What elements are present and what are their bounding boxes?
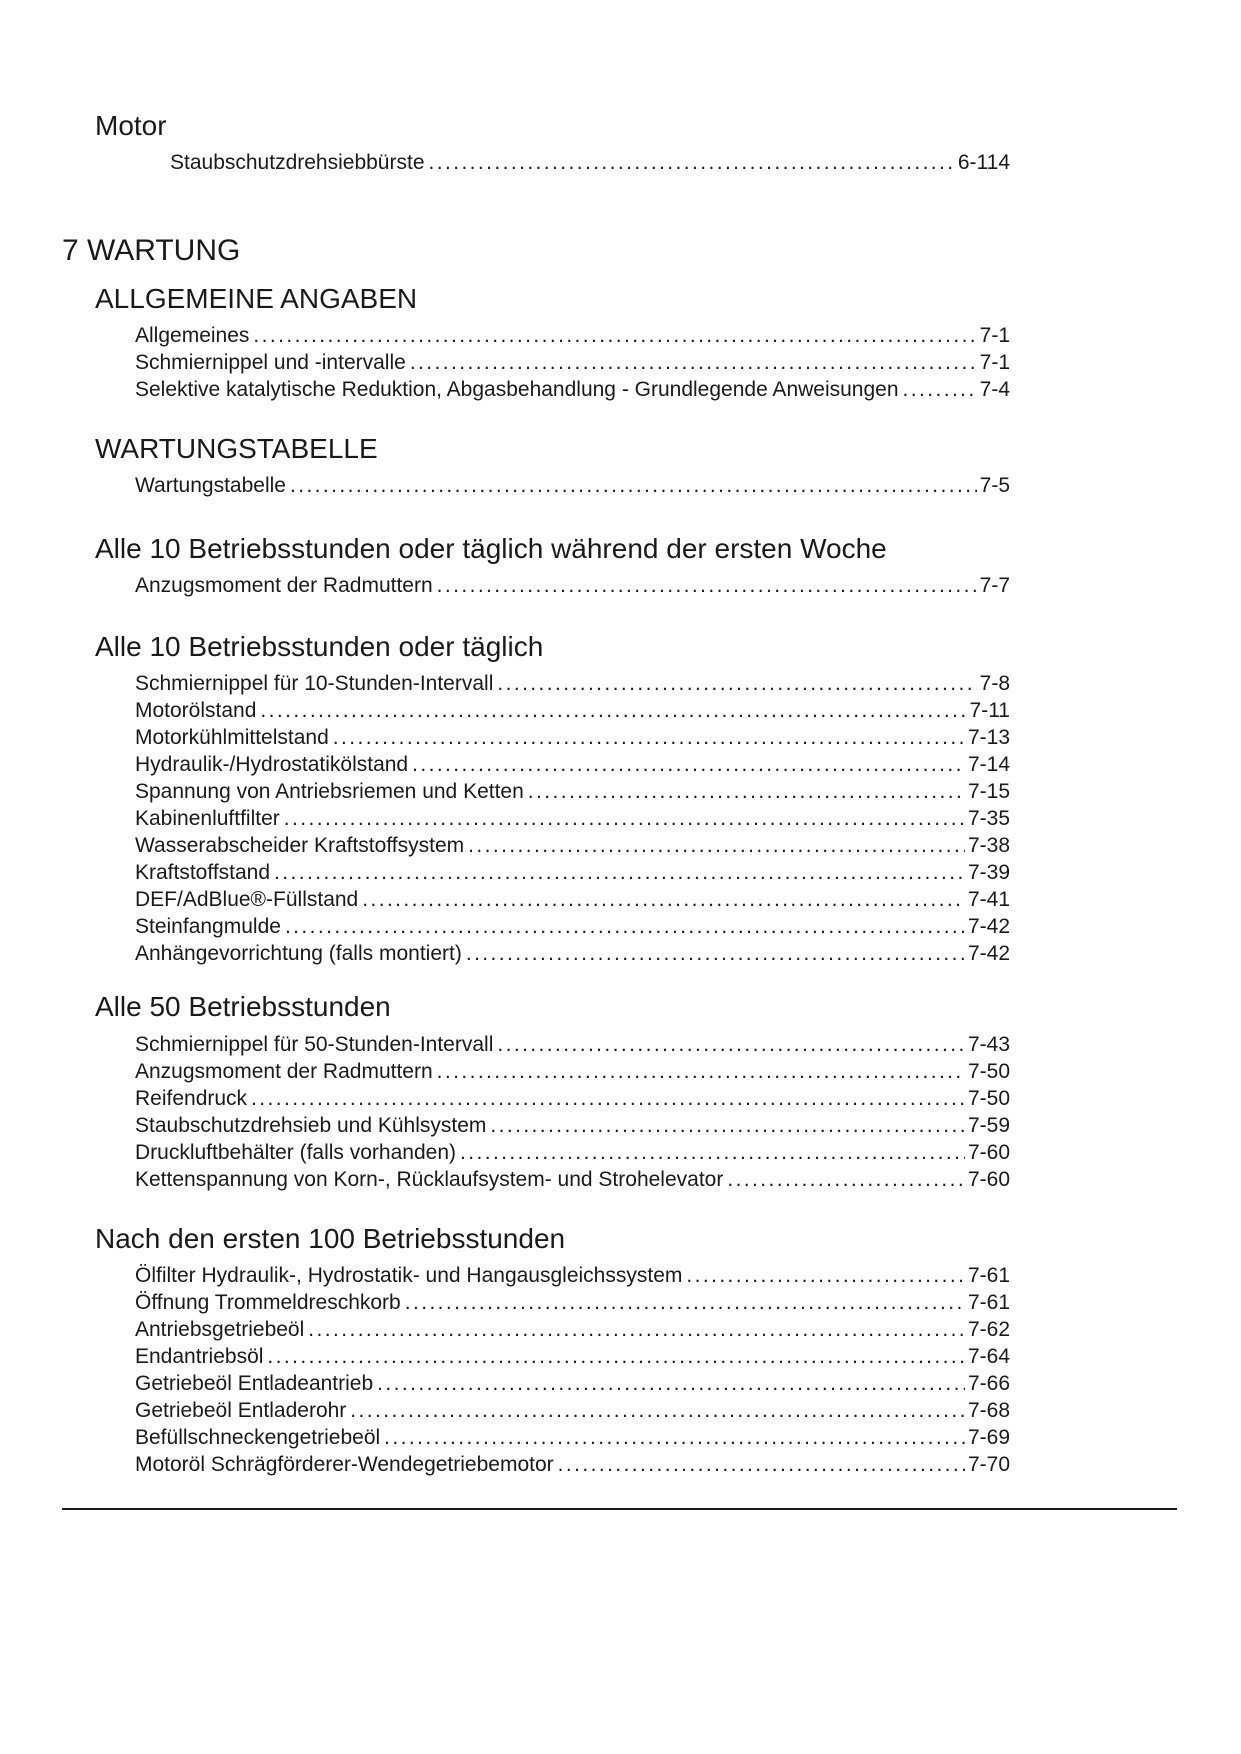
toc-entry [135,859,1010,886]
toc-entry [135,1166,1010,1193]
toc-entry-page: 7-35 [967,807,1010,831]
toc-entry-page: 7-60 [967,1140,1010,1164]
toc-entry [135,1451,1010,1478]
toc-leader-dots [384,1424,965,1451]
toc-leader-dots [497,670,976,697]
toc-entry [135,1139,1010,1166]
toc-entry-page: 6-114 [957,151,1010,175]
toc-entry-title: Getriebeöl Entladeantrieb [135,1371,374,1395]
toc-entry [135,886,1010,913]
toc-entry [135,1058,1010,1085]
toc-entry [135,322,1010,349]
toc-entry [135,349,1010,376]
toc-entry-title: Befüllschneckengetriebeöl [135,1425,381,1449]
toc-leader-dots [350,1397,965,1424]
toc-entry-page: 7-13 [967,726,1010,750]
toc-entry-title: Kettenspannung von Korn-, Rücklaufsystem- und Strohelevator [135,1167,724,1191]
toc-entry-title: Motorkühlmittelstand [135,726,329,750]
toc-section-heading: Alle 10 Betriebsstunden oder täglich während der ersten Woche [95,533,887,565]
toc-section-heading: WARTUNGSTABELLE [95,432,378,464]
toc-section-heading: Alle 10 Betriebsstunden oder täglich [95,631,544,663]
toc-entry-page: 7-8 [979,672,1010,696]
toc-entry-title: Öffnung Trommeldreschkorb [135,1290,401,1314]
toc-entry [135,1289,1010,1316]
toc-entry-title: Staubschutzdrehsiebbürste [170,151,425,175]
toc-entry-title: Reifendruck [135,1086,248,1110]
toc-leader-dots [686,1262,965,1289]
toc-leader-dots [437,572,977,599]
toc-entry-title: Schmiernippel für 50-Stunden-Intervall [135,1032,494,1056]
toc-section-alle-50 [0,991,1241,1192]
toc-entry-title: Ölfilter Hydraulik-, Hydrostatik- und Hangausgleichssystem [135,1263,683,1287]
toc-entry-title: Selektive katalytische Reduktion, Abgasbehandlung - Grundlegende Anweisungen [135,377,899,401]
toc-leader-dots [274,859,965,886]
toc-entry [135,724,1010,751]
toc-entry-page: 7-68 [967,1398,1010,1422]
toc-entry-title: Endantriebsöl [135,1344,264,1368]
toc-entry-title: Schmiernippel und -intervalle [135,350,406,374]
toc-entry-page: 7-70 [967,1452,1010,1476]
toc-entry-page: 7-39 [967,861,1010,885]
toc-leader-dots [410,349,977,376]
toc-leader-dots [466,940,965,967]
toc-entry-page: 7-43 [967,1032,1010,1056]
toc-leader-dots [412,751,965,778]
toc-entry-page: 7-61 [967,1263,1010,1287]
toc-entry-page: 7-66 [967,1371,1010,1395]
toc-leader-dots [253,322,976,349]
toc-entry-page: 7-1 [979,323,1010,347]
toc-entry [135,1397,1010,1424]
toc-entry-title: Getriebeöl Entladerohr [135,1398,347,1422]
toc-entry-page: 7-42 [967,915,1010,939]
toc-section-alle-10 [0,631,1241,967]
toc-entry-page: 7-38 [967,834,1010,858]
toc-entry [135,832,1010,859]
toc-entry-title: Druckluftbehälter (falls vorhanden) [135,1140,456,1164]
toc-entry [135,697,1010,724]
toc-entry [135,572,1010,599]
toc-entry-page: 7-61 [967,1290,1010,1314]
toc-entry-title: Anzugsmoment der Radmuttern [135,574,433,598]
toc-entry-page: 7-41 [967,888,1010,912]
toc-sections [0,110,1241,1478]
toc-entry [135,1031,1010,1058]
toc-leader-dots [727,1166,965,1193]
toc-entry [135,670,1010,697]
toc-entry-title: Motorölstand [135,699,257,723]
toc-leader-dots [290,472,977,499]
toc-section-heading: Nach den ersten 100 Betriebsstunden [95,1222,566,1254]
toc-entry-page: 7-1 [979,350,1010,374]
toc-section-allgemeine-angaben [0,283,1241,403]
toc-entry-page: 7-60 [967,1167,1010,1191]
toc-entry [135,1424,1010,1451]
toc-entry-title: Anhängevorrichtung (falls montiert) [135,942,462,966]
toc-leader-dots [308,1316,965,1343]
toc-entry-page: 7-64 [967,1344,1010,1368]
toc-leader-dots [362,886,965,913]
toc-entry-page: 7-42 [967,942,1010,966]
toc-entry-page: 7-7 [979,574,1010,598]
toc-entry-title: Wartungstabelle [135,474,286,498]
toc-leader-dots [528,778,965,805]
toc-entry-page: 7-59 [967,1113,1010,1137]
toc-entry-page: 7-50 [967,1059,1010,1083]
toc-entry [135,1370,1010,1397]
toc-section-alle-10-woche [0,533,1241,599]
footer-rule [62,1508,1177,1510]
toc-section-wartung [0,234,1241,269]
toc-leader-dots [377,1370,965,1397]
toc-entry-title: Spannung von Antriebsriemen und Ketten [135,780,524,804]
toc-leader-dots [285,913,965,940]
toc-entry [135,778,1010,805]
toc-entry [135,913,1010,940]
toc-section-heading: 7 WARTUNG [62,234,241,268]
toc-section-wartungstabelle [0,433,1241,499]
toc-leader-dots [497,1031,965,1058]
toc-entry [135,1262,1010,1289]
toc-entry [135,1316,1010,1343]
toc-entry-page: 7-4 [979,377,1010,401]
toc-entry-title: Motoröl Schrägförderer-Wendegetriebemotor [135,1452,554,1476]
toc-entry [135,376,1010,403]
toc-entry [135,472,1010,499]
toc-entry-title: Anzugsmoment der Radmuttern [135,1059,433,1083]
toc-entry-page: 7-5 [979,474,1010,498]
toc-entry-title: Steinfangmulde [135,915,281,939]
toc-leader-dots [267,1343,965,1370]
toc-entry-title: Staubschutzdrehsieb und Kühlsystem [135,1113,487,1137]
toc-entry-title: Schmiernippel für 10-Stunden-Intervall [135,672,494,696]
toc-entry-page: 7-15 [967,780,1010,804]
toc-leader-dots [468,832,965,859]
toc-leader-dots [437,1058,965,1085]
toc-leader-dots [558,1451,965,1478]
toc-entry-title: Kraftstoffstand [135,861,271,885]
toc-leader-dots [460,1139,965,1166]
toc-entry-title: Allgemeines [135,323,250,347]
toc-leader-dots [903,376,977,403]
toc-entry [135,1343,1010,1370]
toc-entry-page: 7-69 [967,1425,1010,1449]
toc-leader-dots [429,149,955,176]
toc-leader-dots [405,1289,965,1316]
toc-entry-title: Antriebsgetriebeöl [135,1317,305,1341]
toc-section-heading: Motor [95,110,167,141]
toc-entry-title: Hydraulik-/Hydrostatikölstand [135,753,409,777]
toc-entry [170,149,1010,176]
toc-entry-title: DEF/AdBlue®-Füllstand [135,888,359,912]
toc-entry-page: 7-11 [969,699,1010,723]
toc-section-heading: ALLGEMEINE ANGABEN [95,282,418,314]
toc-entry-title: Kabinenluftfilter [135,807,280,831]
toc-leader-dots [251,1085,965,1112]
toc-entry-page: 7-14 [967,753,1010,777]
toc-leader-dots [490,1112,965,1139]
toc-entry [135,751,1010,778]
toc-leader-dots [333,724,965,751]
toc-section-motor [0,110,1241,176]
toc-entry-page: 7-50 [967,1086,1010,1110]
toc-entry [135,805,1010,832]
toc-entry-page: 7-62 [967,1317,1010,1341]
toc-leader-dots [260,697,966,724]
toc-leader-dots [284,805,965,832]
toc-entry-title: Wasserabscheider Kraftstoffsystem [135,834,465,858]
toc-entry [135,940,1010,967]
toc-entry [135,1085,1010,1112]
toc-section-heading: Alle 50 Betriebsstunden [95,991,391,1023]
toc-section-nach-100 [0,1223,1241,1478]
toc-entry [135,1112,1010,1139]
